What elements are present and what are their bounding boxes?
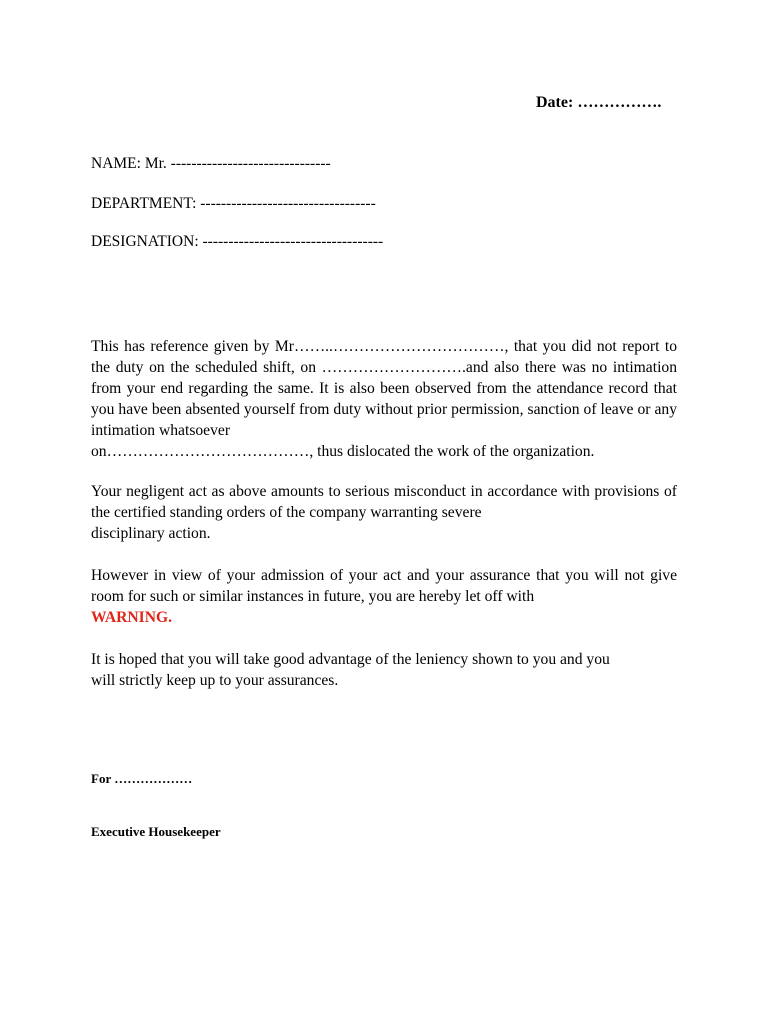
name-label: NAME: Mr. xyxy=(91,155,167,172)
leniency-paragraph xyxy=(91,565,677,628)
closing-paragraph-last-line: will strictly keep up to your assurances. xyxy=(91,672,339,689)
closing-paragraph xyxy=(91,649,677,691)
department-blank: ---------------------------------- xyxy=(200,195,376,212)
leniency-paragraph-text: However in view of your admission of your act and your assurance that you will not give room for such or similar instances in future, you are hereby let off with xyxy=(91,567,677,605)
closing-paragraph-text: It is hoped that you will take good advantage of the leniency shown to you and you xyxy=(91,651,610,668)
name-field xyxy=(91,155,331,173)
department-label: DEPARTMENT: xyxy=(91,195,197,212)
reference-paragraph-text: This has reference given by Mr……..……………………………, that you did not report to the duty on the scheduled shift, on ……………………….and also there was no intimation from your end regarding the same. It is also been observed from the attendance record that you have been absented yourself from duty without prior permission, sanction of leave or any intimation whatsoever xyxy=(91,338,677,439)
designation-field xyxy=(91,233,383,251)
date-line xyxy=(536,94,661,112)
designation-blank: ----------------------------------- xyxy=(202,233,384,250)
date-value: ……………. xyxy=(577,94,662,111)
signatory-title: Executive Housekeeper xyxy=(91,824,221,839)
designation-label: DESIGNATION: xyxy=(91,233,199,250)
reference-paragraph-last-line: on…………………………………, thus dislocated the work of the organization. xyxy=(91,443,595,460)
date-label: Date: xyxy=(536,94,574,111)
warning-text: WARNING. xyxy=(91,609,173,626)
reference-paragraph xyxy=(91,336,677,462)
department-field xyxy=(91,195,376,213)
misconduct-paragraph xyxy=(91,481,677,544)
name-blank: ------------------------------- xyxy=(170,155,331,172)
misconduct-paragraph-text: Your negligent act as above amounts to serious misconduct in accordance with provisions of the certified standing orders of the company warranting severe xyxy=(91,483,677,521)
misconduct-paragraph-last-line: disciplinary action. xyxy=(91,525,211,542)
for-line: For ……………… xyxy=(91,771,193,786)
